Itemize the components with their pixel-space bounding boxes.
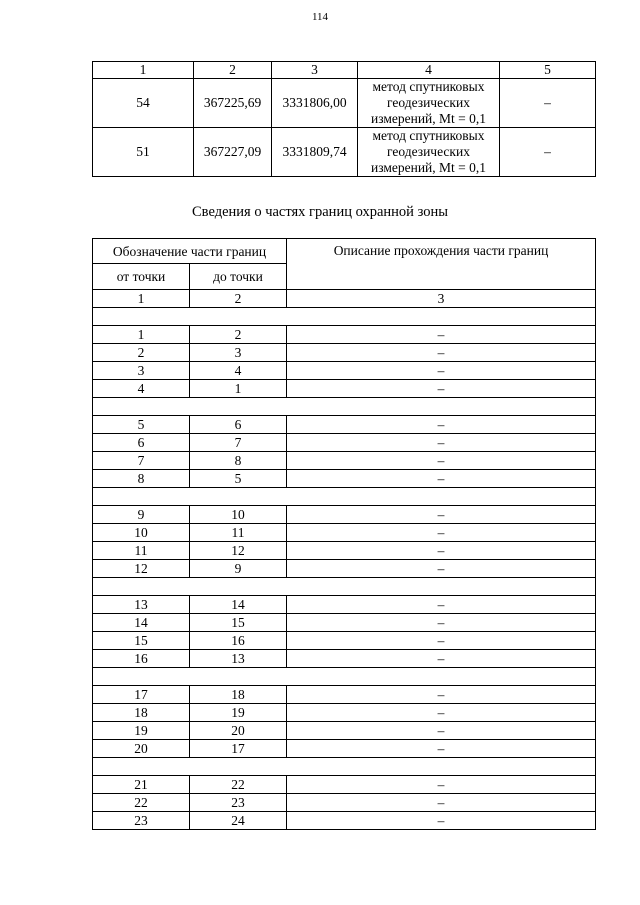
table-row [93,362,596,380]
blank-cell [93,488,596,506]
from-point-cell: 3 [93,362,190,380]
coordinate-y: 3331809,74 [272,128,358,177]
header-part-designation: Обозначение части границ [93,239,287,264]
table-row [93,326,596,344]
section-title: Сведения о частях границ охранной зоны [192,204,448,220]
group-separator-row [93,758,596,776]
table-row [93,740,596,758]
description-cell: – [287,542,596,560]
from-point-cell: 19 [93,722,190,740]
table-row [93,614,596,632]
to-point-cell: 12 [190,542,287,560]
description-cell: – [287,632,596,650]
table-row [93,704,596,722]
from-point-cell: 9 [93,506,190,524]
page-number: 114 [311,11,329,23]
to-point-cell: 15 [190,614,287,632]
header-part-description: Описание прохождения части границ [287,239,596,290]
from-point-cell: 21 [93,776,190,794]
point-id: 51 [93,128,194,177]
coordinate-x: 367225,69 [194,79,272,128]
from-point-cell: 6 [93,434,190,452]
blank-cell [93,398,596,416]
to-point-cell: 2 [190,326,287,344]
column-number: 1 [93,290,190,308]
description-cell: – [287,722,596,740]
description-cell: – [287,326,596,344]
blank-cell [93,308,596,326]
column-number: 5 [500,62,596,79]
coordinates-header-row [93,62,596,79]
column-number: 2 [190,290,287,308]
column-number: 4 [358,62,500,79]
to-point-cell: 9 [190,560,287,578]
group-separator-row [93,578,596,596]
description-cell: – [287,362,596,380]
group-separator-row [93,668,596,686]
from-point-cell: 1 [93,326,190,344]
description-cell: – [287,650,596,668]
column-number: 3 [272,62,358,79]
description-cell: – [287,524,596,542]
description-cell: – [287,434,596,452]
description-cell: – [287,506,596,524]
to-point-cell: 14 [190,596,287,614]
from-point-cell: 4 [93,380,190,398]
description-cell: – [287,416,596,434]
point-id: 54 [93,79,194,128]
table-row [93,416,596,434]
table-row [93,650,596,668]
from-point-cell: 18 [93,704,190,722]
from-point-cell: 2 [93,344,190,362]
column-number: 1 [93,62,194,79]
description-cell: – [287,704,596,722]
from-point-cell: 7 [93,452,190,470]
group-separator-row [93,308,596,326]
to-point-cell: 11 [190,524,287,542]
description-cell: – [287,470,596,488]
blank-cell [93,578,596,596]
to-point-cell: 7 [190,434,287,452]
note-cell: – [500,79,596,128]
blank-cell [93,668,596,686]
description-cell: – [287,812,596,830]
to-point-cell: 4 [190,362,287,380]
table-row [93,470,596,488]
table-row [93,506,596,524]
to-point-cell: 16 [190,632,287,650]
table-row [93,812,596,830]
table-row [93,560,596,578]
blank-cell [93,758,596,776]
group-separator-row [93,398,596,416]
header-from-point: от точки [93,264,190,290]
to-point-cell: 17 [190,740,287,758]
table-row [93,794,596,812]
method-description: метод спутниковых геодезических измерений, Mt = 0,1 [358,79,500,128]
coordinates-row [93,79,596,128]
column-number: 3 [287,290,596,308]
column-number: 2 [194,62,272,79]
to-point-cell: 23 [190,794,287,812]
table-row [93,632,596,650]
description-cell: – [287,614,596,632]
note-cell: – [500,128,596,177]
from-point-cell: 16 [93,650,190,668]
description-cell: – [287,794,596,812]
table-row [93,344,596,362]
description-cell: – [287,776,596,794]
to-point-cell: 19 [190,704,287,722]
from-point-cell: 15 [93,632,190,650]
to-point-cell: 8 [190,452,287,470]
from-point-cell: 22 [93,794,190,812]
to-point-cell: 5 [190,470,287,488]
parts-column-numbers-row [93,290,596,308]
boundary-parts-table [92,238,596,830]
to-point-cell: 3 [190,344,287,362]
method-description: метод спутниковых геодезических измерений, Mt = 0,1 [358,128,500,177]
from-point-cell: 8 [93,470,190,488]
table-row [93,542,596,560]
to-point-cell: 22 [190,776,287,794]
table-row [93,596,596,614]
coordinates-row [93,128,596,177]
from-point-cell: 14 [93,614,190,632]
description-cell: – [287,740,596,758]
coordinate-y: 3331806,00 [272,79,358,128]
from-point-cell: 5 [93,416,190,434]
to-point-cell: 1 [190,380,287,398]
coordinates-table [92,61,596,177]
from-point-cell: 20 [93,740,190,758]
to-point-cell: 20 [190,722,287,740]
coordinate-x: 367227,09 [194,128,272,177]
to-point-cell: 10 [190,506,287,524]
group-separator-row [93,488,596,506]
header-to-point: до точки [190,264,287,290]
table-row [93,452,596,470]
table-row [93,686,596,704]
description-cell: – [287,380,596,398]
to-point-cell: 18 [190,686,287,704]
description-cell: – [287,452,596,470]
table-row [93,380,596,398]
table-row [93,434,596,452]
description-cell: – [287,344,596,362]
table-row [93,722,596,740]
parts-header-row [93,239,596,264]
from-point-cell: 23 [93,812,190,830]
description-cell: – [287,560,596,578]
from-point-cell: 12 [93,560,190,578]
to-point-cell: 6 [190,416,287,434]
table-row [93,524,596,542]
from-point-cell: 13 [93,596,190,614]
to-point-cell: 13 [190,650,287,668]
from-point-cell: 11 [93,542,190,560]
table-row [93,776,596,794]
from-point-cell: 17 [93,686,190,704]
description-cell: – [287,686,596,704]
description-cell: – [287,596,596,614]
to-point-cell: 24 [190,812,287,830]
from-point-cell: 10 [93,524,190,542]
